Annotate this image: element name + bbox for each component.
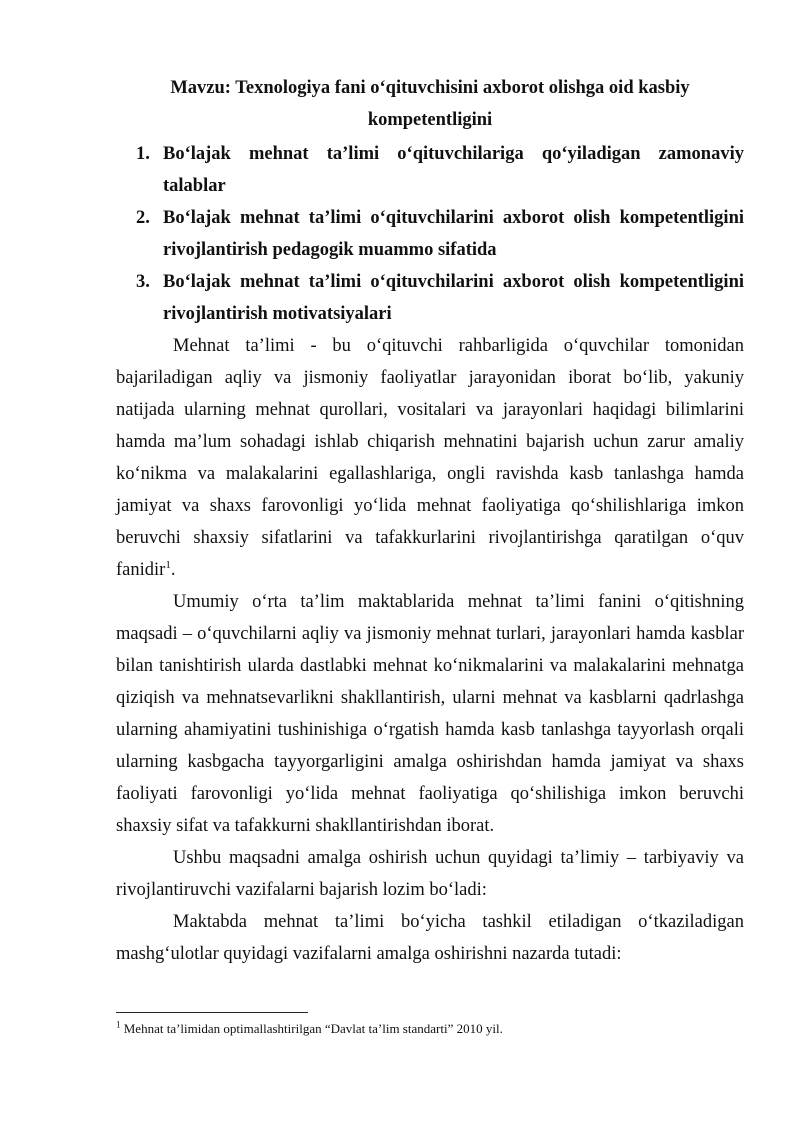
text-line: jamiyat va shaxs farovonligi yo‘lida mehnat faoliyatiga qo‘shilishlariga imkon bbox=[116, 496, 744, 516]
text-line bbox=[116, 554, 744, 586]
body-text bbox=[116, 330, 744, 970]
outline-text-line: Bo‘lajak mehnat ta’limi o‘qituvchilarini axborot olish kompetentligini bbox=[163, 272, 744, 292]
text-line: Maktabda mehnat ta’limi bo‘yicha tashkil etiladigan o‘tkaziladigan bbox=[173, 912, 744, 932]
title-line-2: kompetentligini bbox=[367, 110, 493, 130]
text-line: shaxsiy sifat va tafakkurni shakllantirishdan iborat. bbox=[116, 816, 495, 836]
outline-item-3 bbox=[116, 266, 744, 330]
footnote-reference[interactable]: 1 bbox=[165, 558, 171, 571]
outline-number: 2. bbox=[136, 208, 150, 228]
text-line: ko‘nikma va malakalarini egallashlariga, ongli ravishda kasb tanlashga hamda bbox=[116, 464, 744, 484]
text-line: beruvchi shaxsiy sifatlarini va tafakkurlarini rivojlantirishga qaratilgan o‘quv bbox=[116, 528, 744, 548]
topic-outline bbox=[116, 138, 744, 330]
paragraph-3 bbox=[116, 842, 744, 906]
footnote-marker: 1 bbox=[116, 1019, 121, 1030]
text-line: Ushbu maqsadni amalga oshirish uchun quyidagi ta’limiy – tarbiyaviy va bbox=[173, 848, 744, 868]
outline-item-2 bbox=[116, 202, 744, 266]
text-line: rivojlantiruvchi vazifalarni bajarish lozim bo‘ladi: bbox=[116, 880, 487, 900]
outline-text-line: Bo‘lajak mehnat ta’limi o‘qituvchilariga qo‘yiladigan zamonaviy bbox=[163, 144, 744, 164]
outline-text-line: rivojlantirish pedagogik muammo sifatida bbox=[163, 240, 497, 260]
paragraph-1 bbox=[116, 330, 744, 586]
outline-text-line: Bo‘lajak mehnat ta’limi o‘qituvchilarini axborot olish kompetentligini bbox=[163, 208, 744, 228]
footnote bbox=[116, 1020, 744, 1038]
text-line: Mehnat ta’limi - bu o‘qituvchi rahbarligida o‘quvchilar tomonidan bbox=[173, 336, 744, 356]
outline-number: 3. bbox=[136, 272, 150, 292]
text-line: ularning ahamiyatini tushinishiga o‘rgatish hamda kasb tanlashga tayyorlash orqali bbox=[116, 720, 744, 740]
paragraph-4 bbox=[116, 906, 744, 970]
text-line: faoliyati farovonligi yo‘lida mehnat faoliyatiga qo‘shilishiga imkon beruvchi bbox=[116, 784, 744, 804]
outline-item-1 bbox=[116, 138, 744, 202]
text-line: maqsadi – o‘quvchilarni aqliy va jismoniy mehnat turlari, jarayonlari hamda kasblar bbox=[116, 624, 744, 644]
text-line: natijada ularning mehnat qurollari, vositalari va jarayonlari haqidagi bilimlarini bbox=[116, 400, 744, 420]
text-line: qiziqish va mehnatsevarlikni shakllantirish, ularni mehnat va kasblarni qadrlashga bbox=[116, 688, 744, 708]
footnote-text: Mehnat ta’limidan optimallashtirilgan “Davlat ta’lim standarti” 2010 yil. bbox=[120, 1021, 503, 1036]
document-title bbox=[116, 72, 744, 136]
outline-text-line: rivojlantirish motivatsiyalari bbox=[163, 304, 392, 324]
title-line-1: Mavzu: Texnologiya fani o‘qituvchisini axborot olishga oid kasbiy bbox=[170, 78, 690, 98]
paragraph-2 bbox=[116, 586, 744, 842]
outline-text-line: talablar bbox=[163, 176, 226, 196]
text-line: ularning kasbgacha tayyorgarligini amalga oshirishdan hamda jamiyat va shaxs bbox=[116, 752, 744, 772]
text-line: mashg‘ulotlar quyidagi vazifalarni amalga oshirishni nazarda tutadi: bbox=[116, 944, 622, 964]
text-fragment: fanidir bbox=[116, 560, 166, 580]
text-line: bajariladigan aqliy va jismoniy faoliyatlar jarayonidan iborat bo‘lib, yakuniy bbox=[116, 368, 744, 388]
text-fragment: . bbox=[170, 560, 176, 580]
text-line: hamda ma’lum sohadagi ishlab chiqarish mehnatini bajarish uchun zarur amaliy bbox=[116, 432, 744, 452]
outline-number: 1. bbox=[136, 144, 150, 164]
text-line: Umumiy o‘rta ta’lim maktablarida mehnat ta’limi fanini o‘qitishning bbox=[173, 592, 744, 612]
footnote-separator bbox=[116, 1012, 308, 1013]
text-line: bilan tanishtirish ularda dastlabki mehnat ko‘nikmalarini va malakalarini mehnatga bbox=[116, 656, 744, 676]
